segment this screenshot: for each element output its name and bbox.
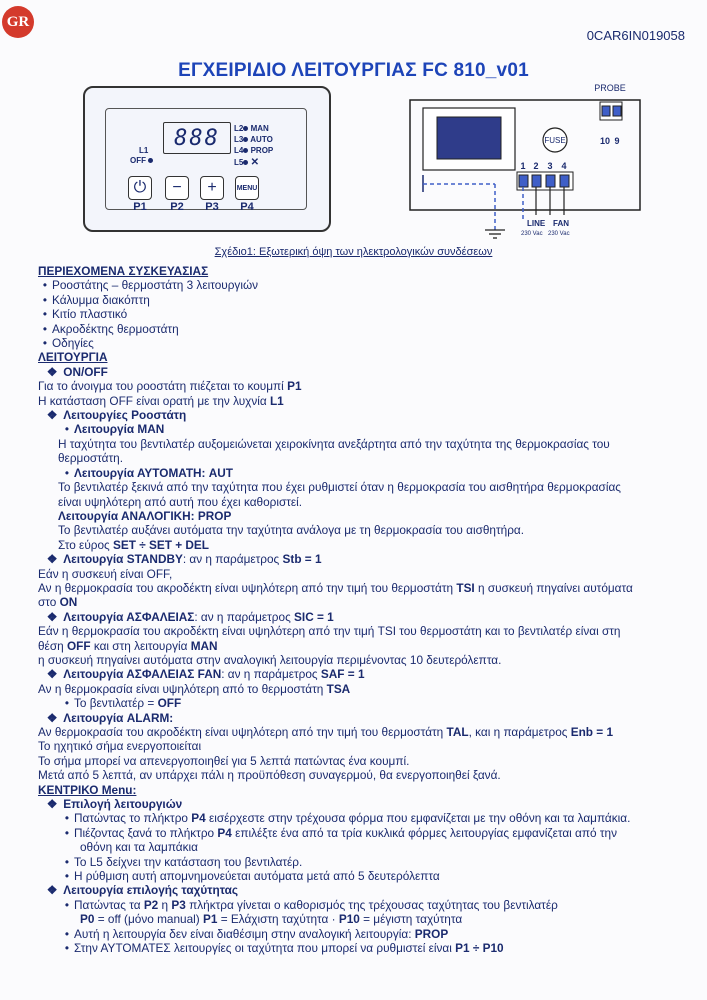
- list-item: [38, 278, 698, 292]
- document-body: [38, 264, 698, 956]
- list-item-text: Κάλυμμα διακόπτη: [52, 292, 150, 307]
- fan-label: FAN: [553, 219, 569, 228]
- p4-button-group: [235, 176, 259, 213]
- menu-text: MENU: [236, 184, 258, 192]
- l2-indicator: [234, 124, 269, 133]
- speed-select-item-3: [38, 941, 698, 955]
- list-item-text: Ροοστάτης – θερμοστάτη 3 λειτουργιών: [52, 278, 259, 293]
- man-title-row: [38, 422, 698, 436]
- text: Πιέζοντας ξανά το πλήκτρο: [74, 825, 218, 840]
- auto-title-row: [38, 466, 698, 480]
- fan-icon: ✕: [250, 157, 259, 168]
- text: Αν η θερμοκρασία είναι υψηλότερη από το θερμοστάτη: [38, 681, 327, 696]
- safety-line-3: η συσκευή πηγαίνει αυτόματα στην αναλογική λειτουργία περιμένοντας 10 δευτερόλεπτα.: [38, 652, 502, 667]
- plus-button-drawing: [200, 176, 224, 200]
- power-button-drawing: [128, 176, 152, 200]
- diamond-bullet-icon: ❖: [46, 797, 58, 812]
- l4-label: L4: [234, 146, 244, 155]
- minus-icon: −: [172, 179, 182, 196]
- mode-select-item-1: [38, 811, 698, 825]
- safety-fan-line-1: [38, 682, 698, 696]
- text: Αν θερμοκρασία του ακροδέκτη είναι υψηλότερη από την τιμή του θερμοστάτη: [38, 725, 447, 739]
- alarm-line-3: Το σήμα μπορεί να απενεργοποιηθεί για 5 λεπτά πατώντας ένα κουμπί.: [38, 753, 410, 768]
- probe-label: PROBE: [594, 83, 626, 93]
- text-bold: P4: [191, 811, 206, 826]
- p2-label: P2: [170, 201, 184, 213]
- text-bold: PROP: [414, 926, 449, 941]
- onoff-line-1: [38, 379, 698, 393]
- mode-select-item-2: [38, 826, 698, 840]
- text: στο: [38, 595, 60, 610]
- text: Η κατάσταση OFF είναι ορατή με την λυχνία: [38, 393, 270, 408]
- safety-title-row: [38, 610, 698, 624]
- prop-text-2: [38, 538, 698, 552]
- text-bold: OFF: [157, 696, 182, 711]
- standby-line-2: [38, 581, 698, 595]
- prop-text-1: Το βεντιλατέρ αυξάνει αυτόματα την ταχύτητα ανάλογα με τη θερμοκρασία του αισθητήρα.: [58, 523, 525, 538]
- list-item: [38, 307, 698, 321]
- text-bold: P3: [171, 897, 186, 912]
- safety-line-1: Εάν η θερμοκρασία του ακροδέκτη είναι υψηλότερη από την τιμή TSI του θερμοστάτη και το βεντιλατέρ είναι στη: [38, 624, 621, 639]
- rheostat-title-row: [38, 408, 698, 422]
- safety-line-2: [38, 639, 698, 653]
- text: , και η παράμετρος: [468, 725, 571, 739]
- bullet: •: [64, 941, 70, 956]
- text: πλήκτρα γίνεται ο καθορισμός της τρέχουσας ταχύτητας του βεντιλατέρ: [185, 897, 558, 912]
- diamond-bullet-icon: ❖: [46, 408, 58, 423]
- fuse-label: FUSE: [544, 136, 566, 145]
- text-bold: SAF = 1: [320, 667, 365, 682]
- text: θέση: [38, 638, 67, 653]
- mode-select-title-row: [38, 797, 698, 811]
- text: Αυτή η λειτουργία δεν είναι διαθέσιμη στην αναλογική λειτουργία:: [74, 926, 415, 941]
- text: Στο εύρος: [58, 537, 114, 552]
- diamond-bullet-icon: ❖: [46, 364, 58, 379]
- safety-fan-line-2: [38, 696, 698, 710]
- auto-label: AUTO: [250, 135, 273, 144]
- text-bold: MAN: [190, 638, 218, 653]
- bullet: •: [42, 336, 48, 351]
- logo-text: GR: [6, 13, 30, 30]
- prop-title-row: [38, 509, 698, 523]
- text-bold: TAL: [446, 725, 469, 739]
- terminal-2-label: 2: [533, 161, 539, 171]
- list-item-text: Κιτίο πλαστικό: [52, 307, 128, 322]
- alarm-title: Λειτουργία ALARM:: [63, 710, 174, 725]
- bullet: •: [64, 897, 70, 912]
- l1-label: L1: [139, 146, 149, 155]
- l3-indicator: [234, 135, 273, 144]
- p3-button-group: [200, 176, 224, 213]
- list-item-text: Ακροδέκτης θερμοστάτη: [52, 321, 179, 336]
- alarm-title-row: [38, 711, 698, 725]
- off-label: OFF: [130, 156, 146, 165]
- line-voltage: 230 Vac: [521, 231, 543, 237]
- bullet: •: [42, 321, 48, 336]
- standby-title: Λειτουργία STANDBY: [63, 552, 183, 567]
- speed-select-item-1-cont: [38, 912, 698, 926]
- text: Το L5 δείχνει την κατάσταση του βεντιλατέρ.: [74, 854, 303, 869]
- terminal-3-label: 3: [547, 161, 553, 171]
- probe-terminal-9-label: 9: [614, 136, 620, 146]
- probe-terminal-10-label: 10: [599, 136, 611, 146]
- text: εισέρχεστε στην τρέχουσα φόρμα που εμφανίζεται με την οθόνη και τα λαμπάκια.: [205, 811, 631, 826]
- text: : αν η παράμετρος: [194, 609, 295, 624]
- text: η συσκευή πηγαίνει αυτόματα: [474, 580, 633, 595]
- page-title: ΕΓΧΕΙΡΙΔΙΟ ΛΕΙΤΟΥΡΓΙΑΣ FC 810_v01: [178, 60, 529, 81]
- bullet: •: [64, 422, 70, 437]
- list-item: [38, 293, 698, 307]
- text-bold: P0: [80, 912, 95, 927]
- diamond-bullet-icon: ❖: [46, 710, 58, 725]
- rheostat-title: Λειτουργίες Ροοστάτη: [63, 408, 187, 423]
- menu-button-drawing: [235, 176, 259, 200]
- text: Στην ΑΥΤΟΜΑΤΕΣ λειτουργίες οι ταχύτητα που μπορεί να ρυθμιστεί είναι: [74, 941, 456, 956]
- l3-label: L3: [234, 135, 244, 144]
- l5-label: L5: [234, 158, 244, 167]
- text: Η ρύθμιση αυτή απομνημονεύεται αυτόματα μετά από 5 δευτερόλεπτα: [74, 869, 440, 884]
- figure-caption: Σχέδιο1: Εξωτερική όψη των ηλεκτρολογικών συνδέσεων: [214, 246, 493, 258]
- document-code: 0CAR6IN019058: [586, 28, 685, 43]
- text-bold: L1: [269, 393, 284, 408]
- probe-terminal-10: [602, 106, 610, 116]
- diamond-bullet-icon: ❖: [46, 883, 58, 898]
- text: Πατώντας τα: [74, 897, 144, 912]
- l1-led: [148, 158, 153, 163]
- bullet: •: [42, 292, 48, 307]
- text: = Ελάχιστη ταχύτητα ·: [217, 912, 339, 927]
- speed-select-title-row: [38, 883, 698, 897]
- text: Το βεντιλατέρ =: [74, 696, 158, 711]
- alarm-line-1: [38, 725, 698, 739]
- list-item: [38, 336, 698, 350]
- bullet: •: [64, 926, 70, 941]
- prop-label: PROP: [250, 146, 274, 155]
- operation-heading: ΛΕΙΤΟΥΡΓΙΑ: [38, 350, 108, 365]
- p3-label: P3: [205, 201, 219, 213]
- l2-label: L2: [234, 124, 244, 133]
- text-bold: P2: [143, 897, 159, 912]
- bullet: •: [64, 869, 70, 884]
- probe-terminal-9: [613, 106, 621, 116]
- l2-led: [243, 126, 248, 131]
- text: : αν η παράμετρος: [182, 552, 283, 567]
- text-bold: P1: [287, 379, 302, 394]
- text: και στη λειτουργία: [90, 638, 191, 653]
- mode-select-item-2-cont: οθόνη και τα λαμπάκια: [80, 840, 198, 855]
- speed-select-item-1: [38, 898, 698, 912]
- terminal-4: [560, 175, 569, 187]
- text: : αν η παράμετρος: [221, 667, 321, 682]
- text-bold: TSA: [326, 681, 351, 696]
- man-text-2: θερμοστάτη.: [58, 451, 123, 466]
- bullet: •: [42, 278, 48, 293]
- diamond-bullet-icon: ❖: [46, 667, 58, 682]
- bullet: •: [64, 696, 70, 711]
- terminal-4-label: 4: [561, 161, 567, 171]
- text: Πατώντας το πλήκτρο: [74, 811, 192, 826]
- menu-heading: ΚΕΝΤΡΙΚΟ Menu:: [38, 782, 137, 797]
- text: η: [158, 897, 172, 912]
- standby-line-1: Εάν η συσκευή είναι OFF,: [38, 566, 173, 581]
- man-title: Λειτουργία MAN: [74, 422, 165, 437]
- onoff-line-2: [38, 394, 698, 408]
- text: Αν η θερμοκρασία του ακροδέκτη είναι υψηλότερη από την τιμή του θερμοστάτη: [38, 580, 457, 595]
- wiring-diagram: [405, 80, 655, 245]
- diamond-bullet-icon: ❖: [46, 552, 58, 567]
- terminal-2: [532, 175, 541, 187]
- man-label: MAN: [250, 124, 269, 133]
- auto-title: Λειτουργία ΑΥΤΟΜΑΤΗ: AUT: [74, 465, 234, 480]
- onoff-title-row: [38, 365, 698, 379]
- list-item-text: Οδηγίες: [52, 336, 94, 351]
- line-label: LINE: [527, 219, 546, 228]
- onoff-title: ON/OFF: [63, 364, 108, 379]
- p2-button-group: [165, 176, 189, 213]
- mode-select-item-3: [38, 855, 698, 869]
- mode-select-title: Επιλογή λειτουργιών: [63, 797, 183, 812]
- terminal-1: [519, 175, 528, 187]
- text-bold: SET ÷ SET + DEL: [113, 537, 209, 552]
- l3-led: [243, 137, 248, 142]
- alarm-line-2: Το ηχητικό σήμα ενεργοποιείται: [38, 739, 202, 754]
- p4-label: P4: [240, 201, 254, 213]
- text-bold: OFF: [66, 638, 91, 653]
- text-bold: P1 ÷ P10: [455, 941, 504, 956]
- power-icon: ⏻: [133, 179, 147, 196]
- off-indicator: [130, 156, 153, 165]
- bullet: •: [64, 825, 70, 840]
- speed-select-title: Λειτουργία επιλογής ταχύτητας: [63, 883, 239, 898]
- standby-line-3: [38, 595, 698, 609]
- safety-fan-title-row: [38, 667, 698, 681]
- text-bold: P4: [217, 825, 232, 840]
- bullet: •: [64, 465, 70, 480]
- standby-title-row: [38, 552, 698, 566]
- l5-led: [243, 160, 248, 165]
- l4-indicator: [234, 146, 273, 155]
- gr-logo: [2, 6, 34, 38]
- text-bold: Stb = 1: [282, 552, 322, 567]
- man-text-1: Η ταχύτητα του βεντιλατέρ αυξομειώνεται χειροκίνητα ανεξάρτητα από την ταχύτητα της θερμοκρασίας του: [58, 436, 610, 451]
- safety-fan-title: Λειτουργία ΑΣΦΑΛΕΙΑΣ FAN: [63, 667, 222, 682]
- safety-title: Λειτουργία ΑΣΦΑΛΕΙΑΣ: [63, 609, 195, 624]
- text-bold: Enb = 1: [570, 725, 614, 739]
- lcd-display: 888: [163, 122, 231, 154]
- alarm-line-4: Μετά από 5 λεπτά, αν υπάρχει πάλι η προϋπόθεση συναγερμού, θα ενεργοποιηθεί ξανά.: [38, 768, 501, 783]
- minus-button-drawing: [165, 176, 189, 200]
- contents-heading: ΠΕΡΙΕΧΟΜΕΝΑ ΣΥΣΚΕΥΑΣΙΑΣ: [38, 264, 209, 278]
- text-bold: TSI: [456, 580, 475, 595]
- p1-label: P1: [133, 201, 147, 213]
- fan-voltage: 230 Vac: [548, 231, 570, 237]
- mode-select-item-4: [38, 869, 698, 883]
- text: = off (μόνο manual): [94, 912, 203, 927]
- terminal-3: [546, 175, 555, 187]
- bullet: •: [42, 307, 48, 322]
- speed-select-item-2: [38, 927, 698, 941]
- l5-indicator: [234, 157, 259, 168]
- auto-text-1: Το βεντιλατέρ ξεκινά από την ταχύτητα που έχει ρυθμιστεί όταν η θερμοκρασία του αισθητήρα θερμοκρασίας: [58, 480, 621, 495]
- text-bold: P10: [338, 912, 360, 927]
- plus-icon: +: [207, 179, 217, 196]
- list-item: [38, 322, 698, 336]
- rear-window: [437, 117, 501, 159]
- terminal-1-label: 1: [520, 161, 526, 171]
- text: επιλέξτε ένα από τα τρία κυκλικά φόρμες λειτουργίας εμφανίζεται από την: [231, 825, 617, 840]
- text: Για το άνοιγμα του ροοστάτη πιέζεται το κουμπί: [38, 379, 288, 394]
- text-bold: ON: [59, 595, 78, 610]
- auto-text-2: είναι υψηλότερη από αυτή που έχει καθοριστεί.: [58, 494, 303, 509]
- diamond-bullet-icon: ❖: [46, 609, 58, 624]
- text: = μέγιστη ταχύτητα: [359, 912, 463, 927]
- prop-title: Λειτουργία ΑΝΑΛΟΓΙΚΗ: PROP: [58, 508, 232, 523]
- p1-button-group: [128, 176, 152, 213]
- bullet: •: [64, 854, 70, 869]
- text-bold: SIC = 1: [294, 609, 334, 624]
- l4-led: [243, 148, 248, 153]
- text-bold: P1: [202, 912, 218, 927]
- bullet: •: [64, 811, 70, 826]
